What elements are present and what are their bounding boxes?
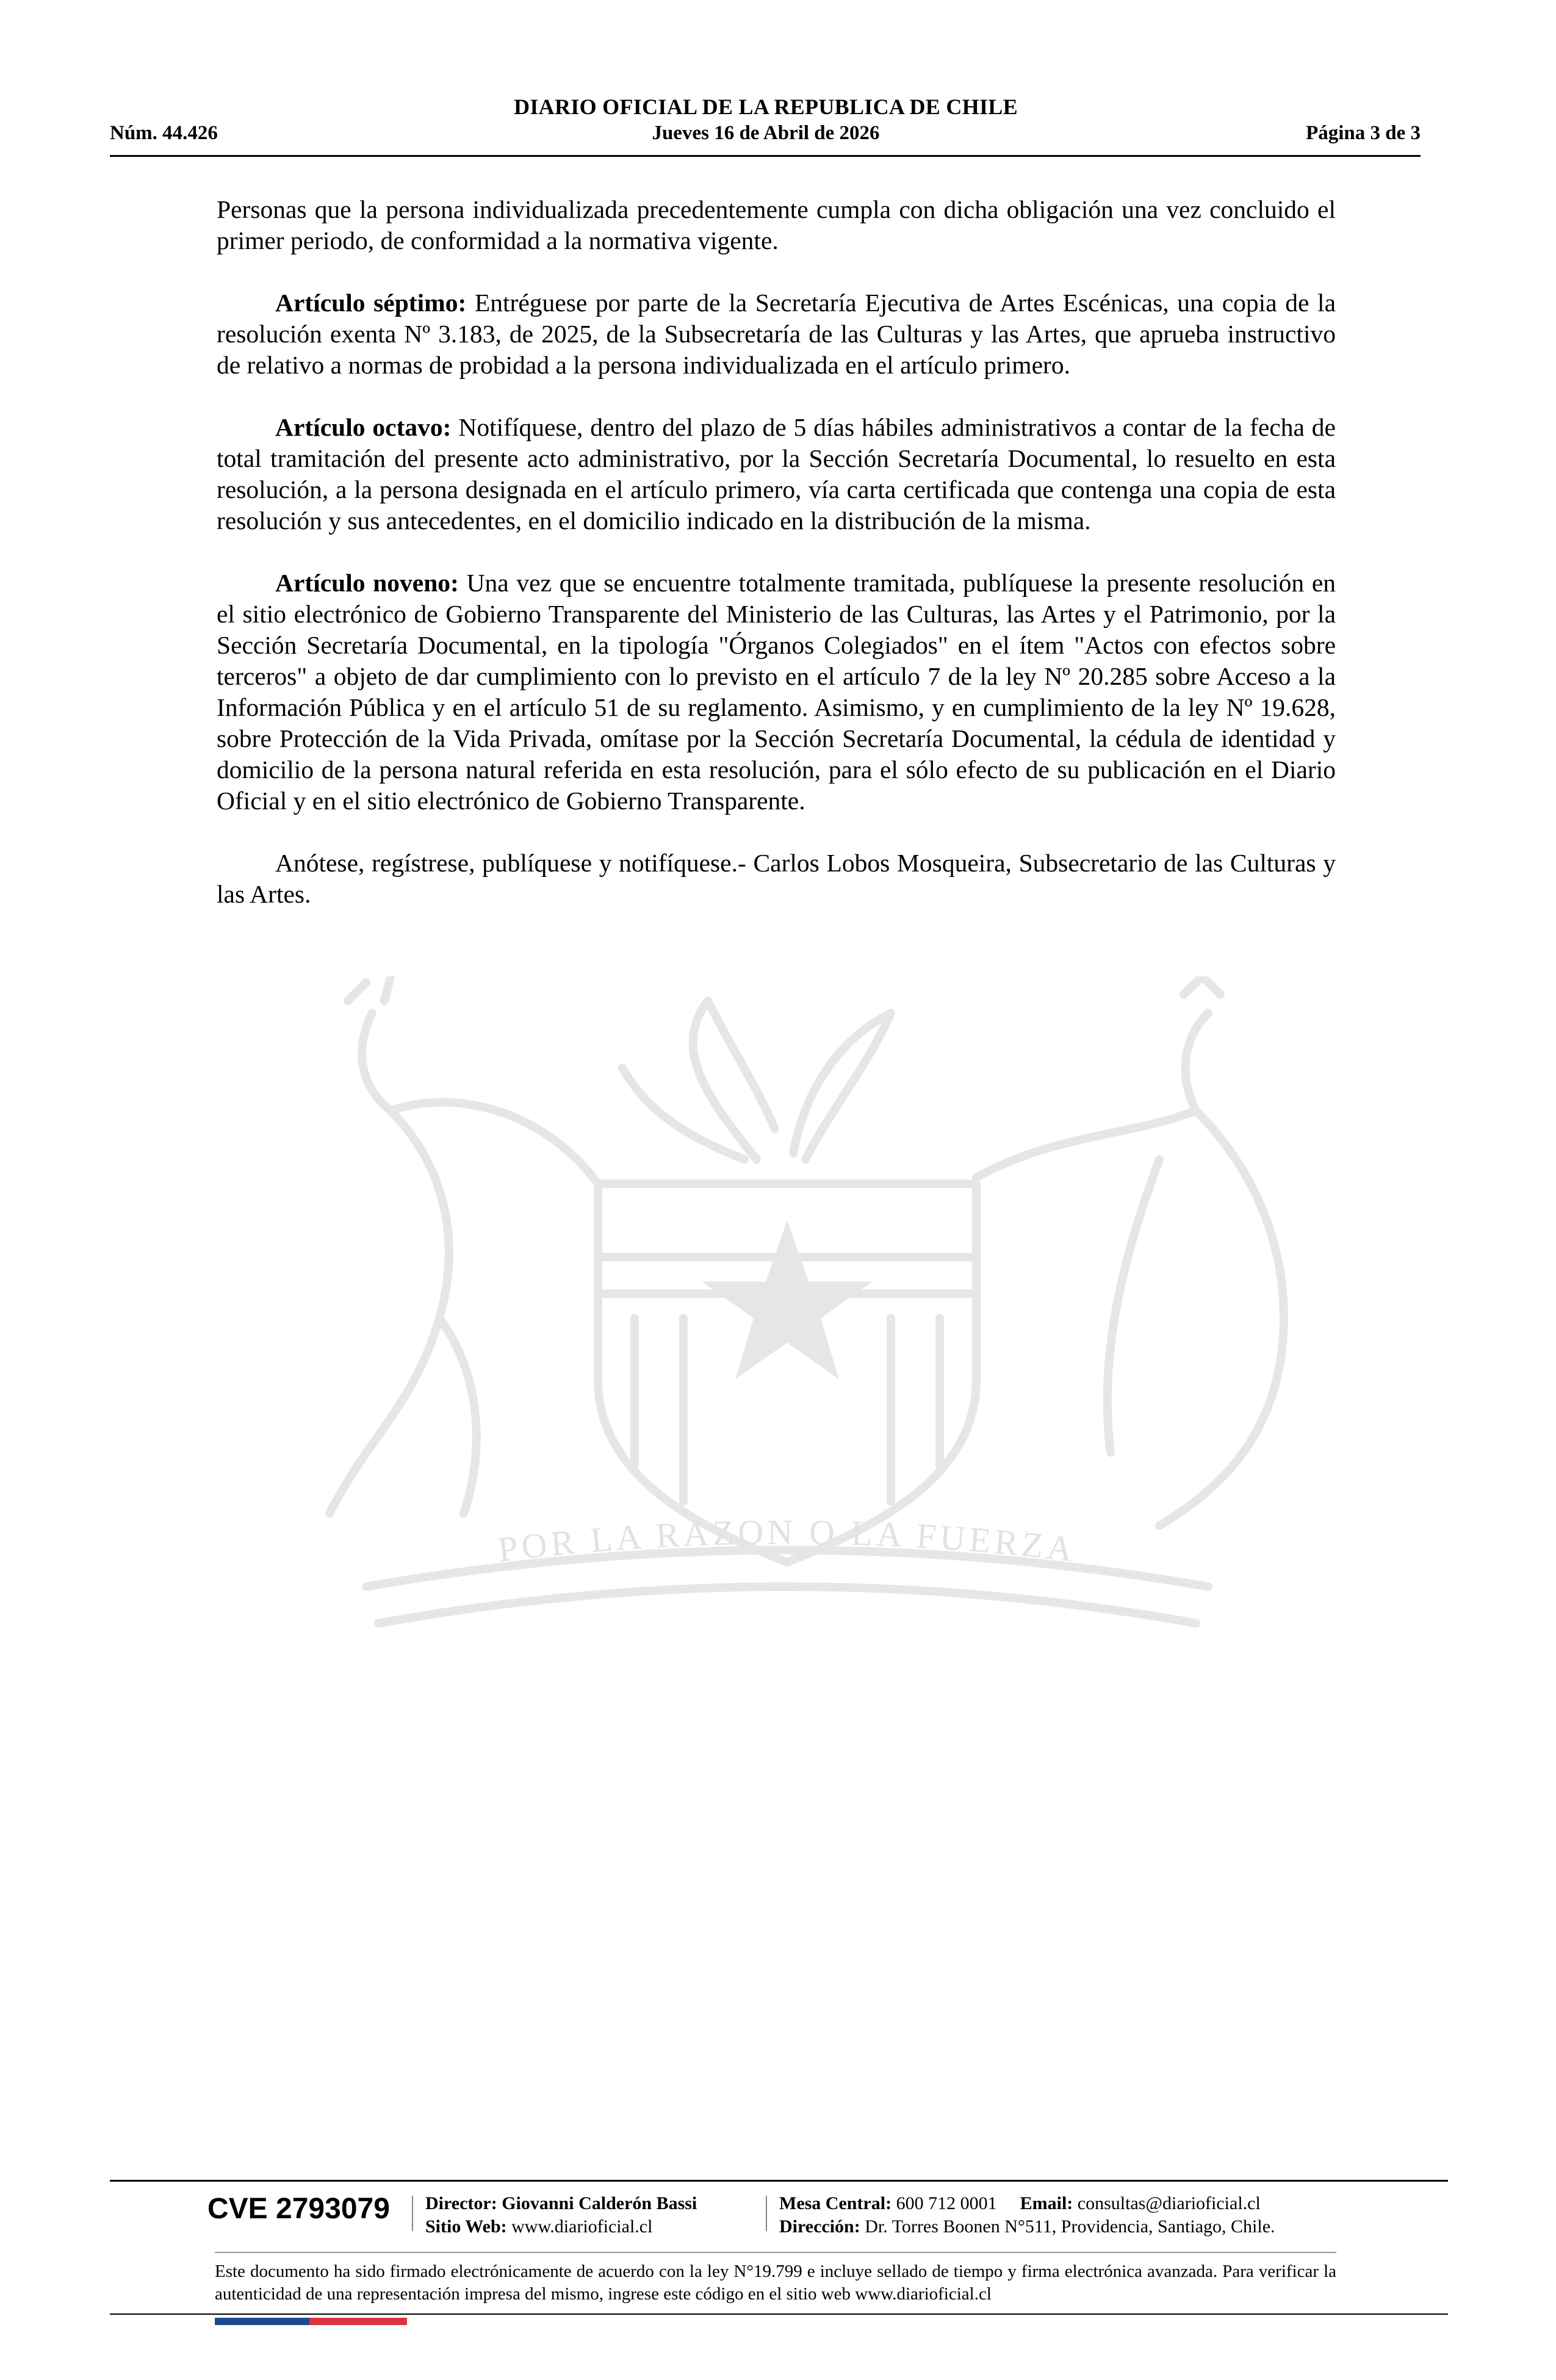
article-heading: Artículo noveno: — [275, 569, 459, 597]
motto-text: POR LA RAZON O LA FUERZA — [495, 1512, 1079, 1570]
footer-inner-divider — [215, 2252, 1336, 2253]
signature-notice: Este documento ha sido firmado electrónicamente de acuerdo con la ley N°19.799 e incluye sellado de tiempo y firma electrónica avanzada. Para verificar la autenticidad de una representación impresa del mismo, ingrese este código en el sitio web www.diarioficial.cl — [215, 2262, 1336, 2304]
address-label: Dirección: — [779, 2216, 860, 2237]
issue-date: Jueves 16 de Abril de 2026 — [652, 122, 880, 144]
coat-of-arms-watermark — [207, 976, 1367, 1678]
article-heading: Artículo séptimo: — [275, 289, 467, 317]
paragraph-continuation: Personas que la persona individualizada precedentemente cumpla con dicha obligación una vez concluido el primer periodo, de conformidad a la normativa vigente. — [217, 195, 1336, 254]
footer-bottom-divider — [110, 2313, 1448, 2315]
article-eighth — [217, 412, 1336, 536]
page-indicator: Página 3 de 3 — [1306, 122, 1421, 144]
email-link[interactable]: consultas@diarioficial.cl — [1077, 2193, 1261, 2213]
document-body — [217, 194, 1336, 941]
article-heading: Artículo octavo: — [275, 413, 452, 441]
article-text: Entréguese por parte de la Secretaría Ejecutiva de Artes Escénicas, una copia de la resolución exenta Nº 3.183, de 2025, de la Subsecretaría de las Culturas y las Artes, que aprueba instructivo de relativo a normas de probidad a la persona individualizada en el artículo primero. — [217, 289, 1336, 379]
mesa-phone: 600 712 0001 — [896, 2193, 997, 2213]
footer-director-block — [425, 2192, 697, 2238]
mesa-label: Mesa Central: — [779, 2193, 892, 2213]
footer-contact-block — [779, 2192, 1275, 2238]
issue-number: Núm. 44.426 — [110, 122, 218, 144]
director-name: Giovanni Calderón Bassi — [502, 2193, 697, 2213]
header-divider — [110, 155, 1421, 157]
article-text: Una vez que se encuentre totalmente tramitada, publíquese la presente resolución en el sitio electrónico de Gobierno Transparente del Ministerio de las Culturas, las Artes y el Patrimonio, por la Sección Secretaría Documental, en la tipología "Órganos Colegiados" en el ítem "Actos con efectos sobre terceros" a objeto de dar cumplimiento con lo previsto en el artículo 7 de la ley Nº 20.285 sobre Acceso a la Información Pública y en el artículo 51 de su reglamento. Asimismo, y en cumplimiento de la ley Nº 19.628, sobre Protección de la Vida Privada, omítase por la Sección Secretaría Documental, la cédula de identidad y domicilio de la persona natural referida en esta resolución, para el sólo efecto de su publicación en el Diario Oficial y en el sitio electrónico de Gobierno Transparente. — [217, 569, 1336, 815]
closing-signature: Anótese, regístrese, publíquese y notifíquese.- Carlos Lobos Mosqueira, Subsecretario de las Culturas y las Artes. — [217, 849, 1336, 908]
address-value: Dr. Torres Boonen N°511, Providencia, Santiago, Chile. — [865, 2216, 1275, 2237]
site-link[interactable]: www.diarioficial.cl — [511, 2216, 653, 2237]
newspaper-title: DIARIO OFICIAL DE LA REPUBLICA DE CHILE — [514, 95, 1018, 119]
cve-code: CVE 2793079 — [207, 2193, 390, 2225]
footer-divider — [110, 2180, 1448, 2182]
article-text: Notifíquese, dentro del plazo de 5 días hábiles administrativos a contar de la fecha de total tramitación del presente acto administrativo, por la Sección Secretaría Documental, lo resuelto en esta resolución, a la persona designada en el artículo primero, vía carta certificada que contenga una copia de esta resolución y sus antecedentes, en el domicilio indicado en la distribución de la misma. — [217, 413, 1336, 535]
footer-separator — [412, 2196, 413, 2231]
footer-separator — [766, 2196, 767, 2231]
director-label: Director: — [425, 2193, 497, 2213]
flag-stripe-red — [309, 2318, 407, 2325]
flag-stripe-blue — [215, 2318, 309, 2325]
site-label: Sitio Web: — [425, 2216, 507, 2237]
email-label: Email: — [1020, 2193, 1073, 2213]
article-ninth — [217, 568, 1336, 817]
article-seventh — [217, 287, 1336, 381]
